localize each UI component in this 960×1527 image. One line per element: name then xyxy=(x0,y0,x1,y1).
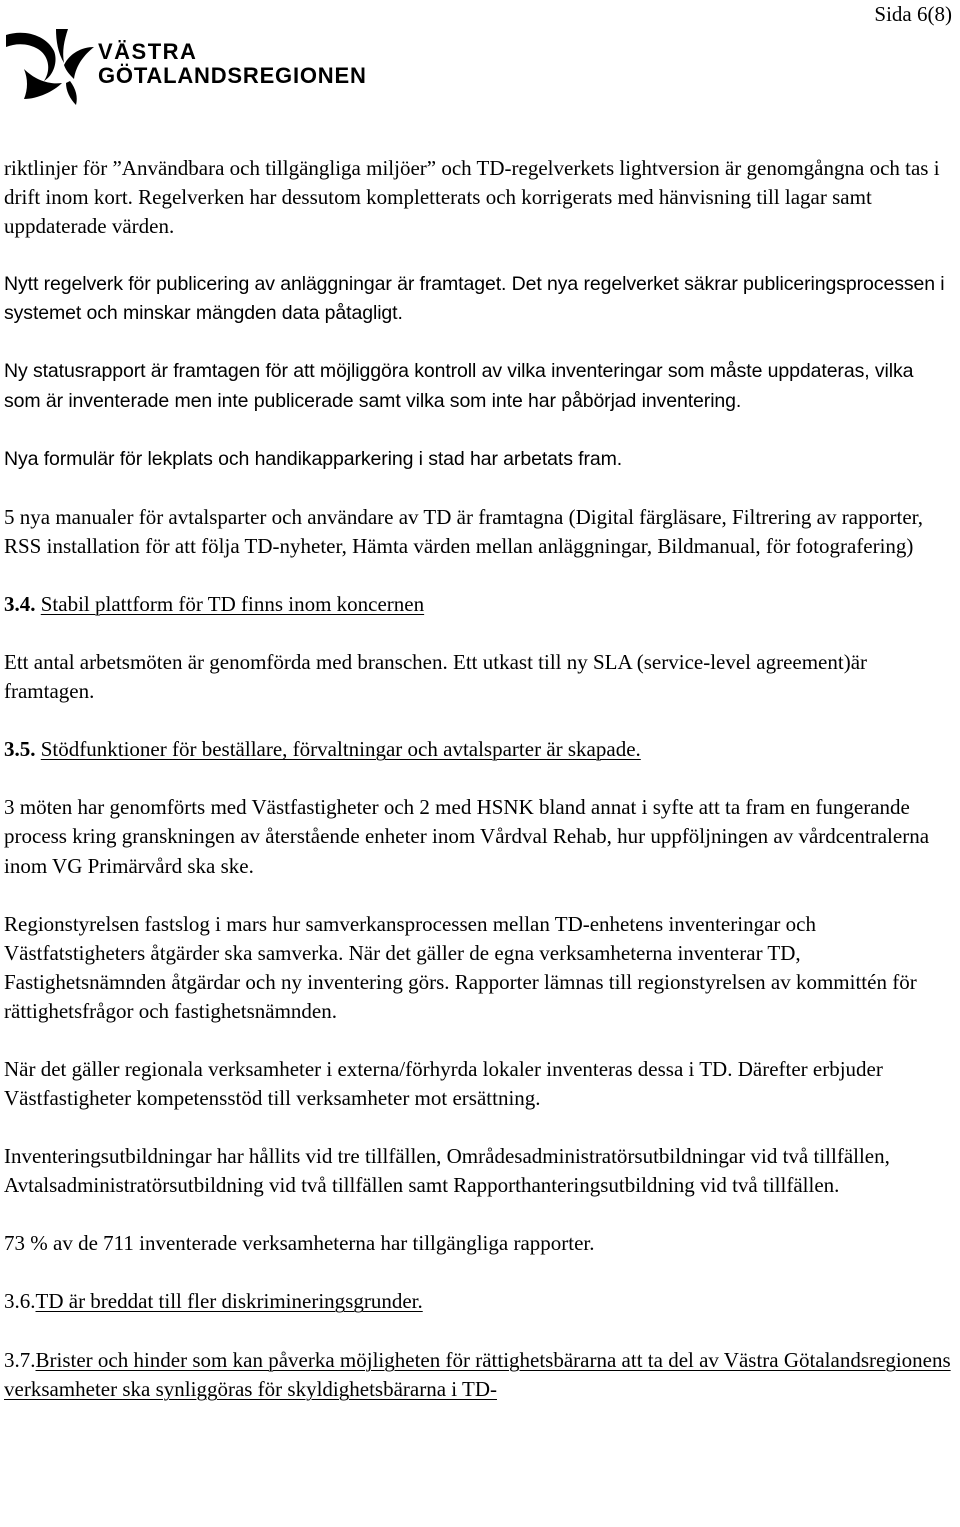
section-heading-3-5 xyxy=(4,735,954,764)
section-number: 3.4. xyxy=(4,591,36,616)
section-title: Brister och hinder som kan påverka möjligheten för rättighetsbärarna att ta del av Västra Götalandsregionens verksamheter ska synliggöras för skyldighetsbärarna i TD- xyxy=(4,1347,951,1401)
paragraph-work-meetings: Ett antal arbetsmöten är genomförda med branschen. Ett utkast till ny SLA (service-level agreement)är framtagen. xyxy=(4,650,868,704)
section-heading-3-4 xyxy=(4,590,954,619)
section-number: 3.7. xyxy=(4,1347,36,1372)
document-body xyxy=(4,154,954,1433)
paragraph-external-premises: När det gäller regionala verksamheter i externa/förhyrda lokaler inventeras dessa i TD. Därefter erbjuder Västfastigheter kompetensstöd till verksamheter mot ersättning. xyxy=(4,1056,883,1111)
logo-text-line1: VÄSTRA xyxy=(98,39,198,64)
logo-text-line2: GÖTALANDSREGIONEN xyxy=(98,63,367,88)
section-title: Stödfunktioner för beställare, förvaltningar och avtalsparter är skapade. xyxy=(40,737,641,762)
region-logo xyxy=(4,25,384,105)
paragraph-manuals: 5 nya manualer för avtalsparter och användare av TD är framtagna (Digital färgläsare, Filtrering av rapporter, RSS installation för att följa TD-nyheter, Hämta värden mellan anläggningar, Bildmanual, för fotografering) xyxy=(4,504,924,558)
section-number: 3.6. xyxy=(4,1289,36,1314)
section-heading-3-6 xyxy=(4,1287,954,1316)
logo-emblem-icon xyxy=(4,25,384,105)
section-title: TD är breddat till fler diskrimineringsgrunder. xyxy=(35,1289,423,1314)
section-title: Stabil plattform för TD finns inom koncernen xyxy=(40,591,425,616)
page-number: Sida 6(8) xyxy=(874,2,952,26)
paragraph-new-forms: Nya formulär för lekplats och handikapparkering i stad har arbetats fram. xyxy=(4,447,623,470)
paragraph-regional-board: Regionstyrelsen fastslog i mars hur samverkansprocessen mellan TD-enhetens inventeringar och Västfatstigheters åtgärder ska samverka. När det gäller de egna verksamheterna inventerar TD, Fastighetsnämnden åtgärdar och ny inventering görs. Rapporter lämnas till regionstyrelsen av kommittén för rättighetsfrågor och fastighetsnämnden. xyxy=(4,911,917,1023)
paragraph-trainings: Inventeringsutbildningar har hållits vid tre tillfällen, Områdesadministratörsutbildningar vid två tillfällen, Avtalsadministratörsutbildning vid två tillfällen samt Rapporthanteringsutbildning vid två tillfällen. xyxy=(4,1144,890,1198)
section-heading-3-7 xyxy=(4,1346,954,1404)
paragraph-status-report: Ny statusrapport är framtagen för att möjliggöra kontroll av vilka inventeringar som måste uppdateras, vilka som är inventerade men inte publicerade samt vilka som inte har påbörjad inventering. xyxy=(4,360,914,412)
paragraph-guidelines: riktlinjer för ”Användbara och tillgängliga miljöer” och TD-regelverkets lightversion är genomgångna och tas i drift inom kort. Regelverken har dessutom kompletterats och korrigerats med hänvisning till lagar samt uppdaterade värden. xyxy=(4,156,940,239)
paragraph-publishing-rules: Nytt regelverk för publicering av anläggningar är framtaget. Det nya regelverket säkrar publiceringsprocessen i systemet och minskar mängden data påtagligt. xyxy=(4,273,945,325)
paragraph-meetings: 3 möten har genomförts med Västfastigheter och 2 med HSNK bland annat i syfte att ta fram en fungerande process kring granskningen av återstående enheter inom Vårdval Rehab, hur uppföljningen av vårdcentralerna inom VG Primärvård ska ske. xyxy=(4,795,930,878)
section-number: 3.5. xyxy=(4,737,36,762)
paragraph-accessible-reports: 73 % av de 711 inventerade verksamheterna har tillgängliga rapporter. xyxy=(4,1231,595,1256)
